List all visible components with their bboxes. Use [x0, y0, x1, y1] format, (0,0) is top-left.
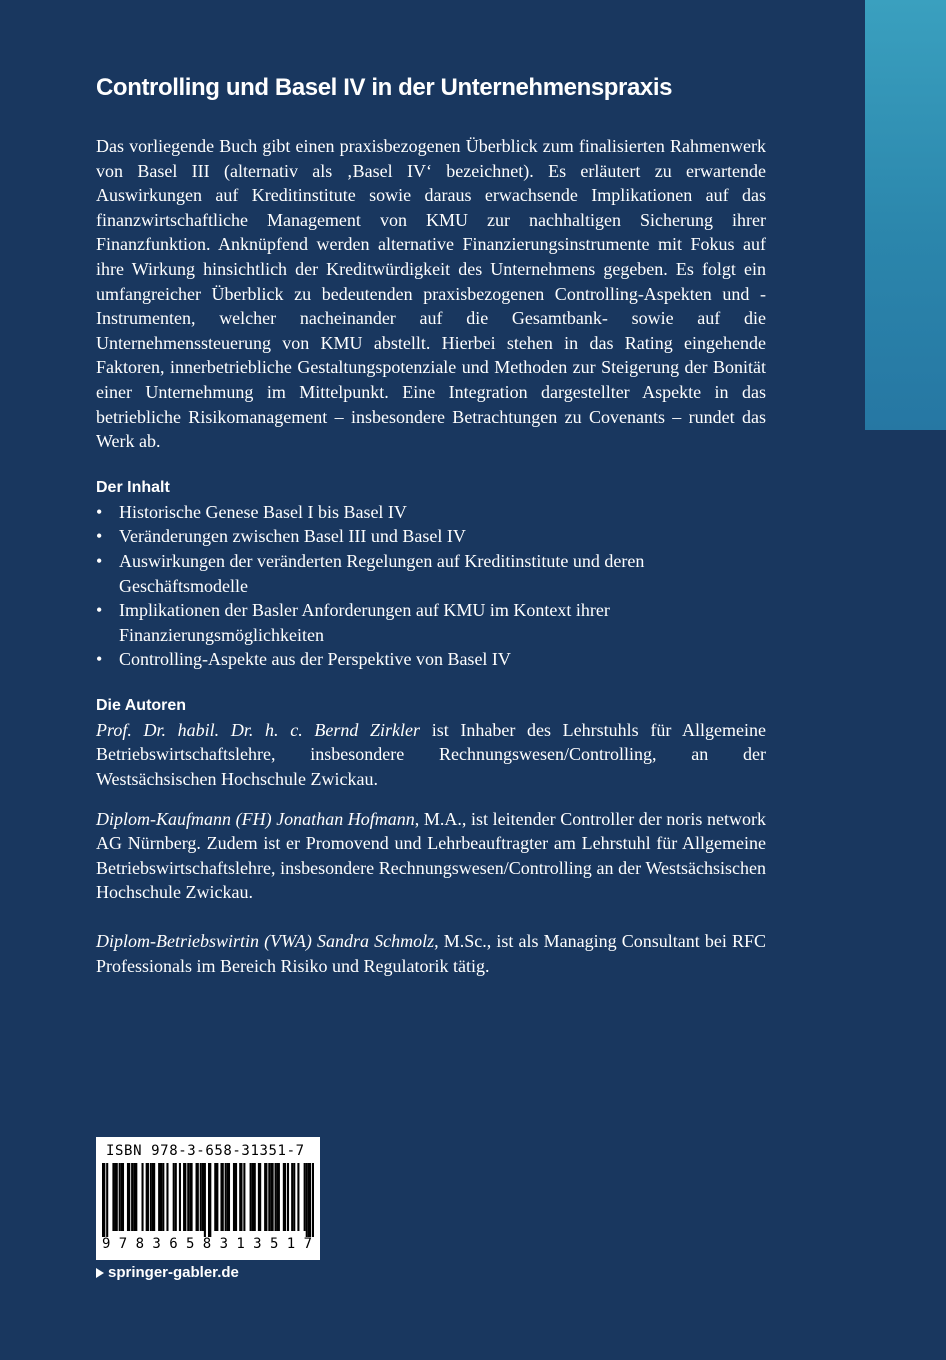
- barcode-bar: [112, 1163, 114, 1231]
- barcode-bar: [297, 1163, 299, 1231]
- barcode-digits: [102, 1236, 312, 1252]
- barcode-bar: [235, 1163, 237, 1231]
- barcode-bar: [196, 1163, 199, 1231]
- author-name: Diplom-Kaufmann (FH) Jonathan Hofmann: [96, 808, 415, 829]
- barcode-digit: 5: [185, 1236, 195, 1252]
- barcode-digit: 1: [286, 1236, 296, 1252]
- back-cover-content: [96, 70, 766, 993]
- barcode-digit: 1: [236, 1236, 245, 1252]
- barcode-digit: 9: [102, 1236, 111, 1252]
- list-item: • Implikationen der Basler Anforderungen auf KMU im Kontext ihrer Finanzierungsmöglichkeiten: [96, 598, 766, 647]
- barcode-bar: [173, 1163, 175, 1231]
- barcode-icon: [102, 1163, 314, 1237]
- barcode-bar: [250, 1163, 252, 1231]
- barcode-bar: [166, 1163, 168, 1231]
- barcode-bar: [243, 1163, 245, 1231]
- list-item: • Historische Genese Basel I bis Basel IV: [96, 500, 766, 525]
- barcode-digit: 5: [269, 1236, 279, 1252]
- barcode-digit: 8: [202, 1236, 212, 1252]
- barcode-bar: [277, 1163, 280, 1231]
- barcode-bar: [119, 1163, 121, 1231]
- barcode-bar: [283, 1163, 286, 1231]
- isbn-number: ISBN 978-3-658-31351-7: [106, 1143, 305, 1159]
- barcode-bar: [127, 1163, 130, 1231]
- barcode-bar: [306, 1163, 308, 1237]
- barcode-bar: [160, 1163, 162, 1231]
- barcode-bar: [220, 1163, 223, 1231]
- contents-heading: Der Inhalt: [96, 478, 170, 496]
- accent-bar: [865, 0, 946, 430]
- barcode-bar: [270, 1163, 273, 1231]
- author-name: Prof. Dr. habil. Dr. h. c. Bernd Zirkler: [96, 719, 421, 740]
- barcode-bar: [304, 1163, 306, 1231]
- barcode-bar: [308, 1163, 311, 1237]
- barcode-bar: [141, 1163, 143, 1231]
- isbn-barcode-box: [96, 1137, 320, 1260]
- barcode-bar: [312, 1163, 314, 1237]
- barcode-bar: [287, 1163, 289, 1231]
- barcode-bar: [114, 1163, 117, 1231]
- barcode-bar: [258, 1163, 261, 1231]
- barcode-bar: [268, 1163, 270, 1231]
- barcode-bar: [189, 1163, 192, 1231]
- publisher-link-text: springer-gabler.de: [108, 1264, 239, 1281]
- author-text: ist Inhaber des Lehrstuhls für Allgemeine Betriebswirtschaftslehre, insbesondere Rechnungswesen/Controlling, an der Westsächsischen Hochschule Zwickau.: [96, 719, 766, 790]
- barcode-bar: [254, 1163, 256, 1231]
- barcode-bar: [175, 1163, 177, 1231]
- barcode-digit: 7: [303, 1236, 312, 1252]
- barcode-bar: [200, 1163, 202, 1231]
- barcode-bar: [291, 1163, 293, 1231]
- barcode-bar: [225, 1163, 227, 1231]
- arrow-right-icon: [96, 1268, 104, 1278]
- barcode-bar: [150, 1163, 152, 1231]
- author-bio: [96, 807, 766, 905]
- barcode-bar: [216, 1163, 218, 1231]
- barcode-digit: 3: [152, 1236, 161, 1252]
- authors-heading: Die Autoren: [96, 696, 187, 714]
- list-item: • Veränderungen zwischen Basel III und Basel IV: [96, 524, 766, 549]
- book-title: Controlling und Basel IV in der Unternehmenspraxis: [96, 74, 673, 101]
- barcode-digit: 3: [219, 1236, 229, 1252]
- contents-list: [96, 500, 766, 672]
- author-bio: [96, 718, 766, 792]
- barcode-bar: [204, 1163, 206, 1237]
- barcode-bar: [293, 1163, 295, 1231]
- barcode-bar: [102, 1163, 105, 1237]
- barcode-bar: [135, 1163, 137, 1231]
- barcode-bar: [146, 1163, 149, 1231]
- barcode-bar: [179, 1163, 181, 1231]
- list-item: • Auswirkungen der veränderten Regelungen auf Kreditinstitute und deren Geschäftsmodelle: [96, 549, 766, 598]
- barcode-digit: 7: [118, 1236, 128, 1252]
- barcode-bar: [152, 1163, 155, 1231]
- barcode-digit: 8: [135, 1236, 145, 1252]
- barcode-bar: [106, 1163, 108, 1237]
- author-name: Diplom-Betriebswirtin (VWA) Sandra Schmolz: [96, 931, 435, 952]
- book-description: Das vorliegende Buch gibt einen praxisbezogenen Überblick zum finalisierten Rahmenwerk von Basel III (alternativ als ‚Basel IV‘ bezeichnet). Es erläutert zu erwartende Auswirkungen auf Kreditinstitute sowie daraus erwachsende Implikationen auf das finanzwirtschaftliche Management von KMU zur nachhaltigen Sicherung ihrer Finanzfunktion. Anknüpfend werden alternative Finanzierungsinstrumente mit Fokus auf ihre Wirkung hinsichtlich der Kreditwürdigkeit des Unternehmens gegeben. Es folgt ein umfangreicher Überblick zu bedeutenden praxisbezogenen Controlling-Aspekten und -Instrumenten, welcher nacheinander auf die Gesamtbank- sowie auf die Unternehmenssteuerung von KMU abstellt. Hierbei stehen in das Rating eingehende Faktoren, innerbetriebliche Gestaltungspotenziale und Methoden zur Steigerung der Bonität einer Unternehmung im Mittelpunkt. Eine Integration dargestellter Aspekte in das betriebliche Risikomanagement – insbesondere Betrachtungen zu Covenants – rundet das Werk ab.: [96, 136, 766, 452]
- barcode-bar: [239, 1163, 242, 1231]
- author-text: , M.Sc., ist als Managing Consultant bei RFC Professionals im Bereich Risiko und Regulatorik tätig.: [96, 931, 766, 976]
- barcode-bar: [121, 1163, 124, 1231]
- barcode-bar: [131, 1163, 133, 1231]
- barcode-bar: [275, 1163, 277, 1231]
- barcode-bar: [227, 1163, 230, 1231]
- barcode-bar: [264, 1163, 267, 1231]
- author-bio: [96, 929, 766, 978]
- barcode-bar: [208, 1163, 211, 1237]
- barcode-digit: 3: [253, 1236, 262, 1252]
- barcode-bar: [183, 1163, 186, 1231]
- author-text: , M.A., ist leitender Controller der noris network AG Nürnberg. Zudem ist er Promovend und Lehrbeauftragter am Lehrstuhl für Allgemeine Betriebswirtschaftslehre, insbesondere Rechnungswesen/Controlling an der Westsächsischen Hochschule Zwickau.: [96, 808, 766, 903]
- publisher-link[interactable]: [96, 1264, 239, 1281]
- list-item: • Controlling-Aspekte aus der Perspektive von Basel IV: [96, 647, 766, 672]
- barcode-bar: [187, 1163, 189, 1231]
- barcode-bar: [162, 1163, 164, 1231]
- barcode-digit: 6: [169, 1236, 178, 1252]
